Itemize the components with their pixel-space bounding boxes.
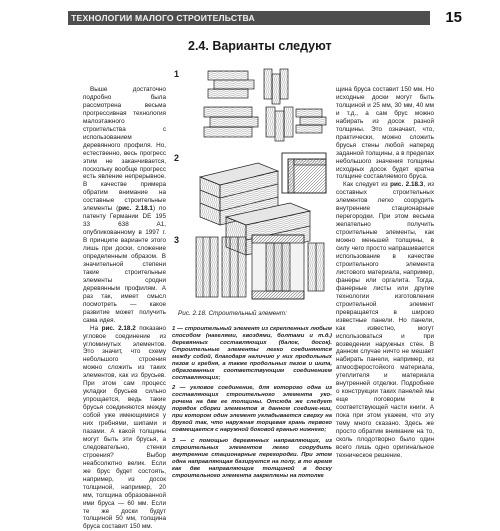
- running-header-title: ТЕХНОЛОГИИ МАЛОГО СТРОИТЕЛЬСТВА: [71, 13, 255, 23]
- partition-group: [196, 235, 324, 299]
- running-header: [68, 11, 430, 25]
- text-span: Как следует из: [343, 181, 391, 189]
- figure-legend: [172, 326, 332, 483]
- right-paragraph-2: [336, 181, 434, 459]
- figure-label-1: 1: [174, 69, 180, 79]
- element-section-group: [204, 69, 326, 141]
- figure-reference: рис. 2.18.2: [101, 324, 136, 332]
- legend-item-1: 1 — строительный элемент из скрепленных любым способом (нагелями, гвоздями, болтами и т.д.) деревянных составляющих (балок, досок). Строительные элементы легко соединяются между собой, благодаря наличию у них продольных пазов и гребня, а также продольных пазов и шипа, образованных соответствующим соединением составляющих;: [172, 326, 332, 381]
- page-number: 15: [445, 9, 462, 26]
- figure-reference: рис. 2.18.1: [118, 205, 153, 213]
- section-heading: 2.4. Варианты следуют: [188, 39, 332, 53]
- text-span: показано угловое соединение из угломинутых элементов. Это значит, что схему небольшого строения можно сложить из таких элементов, как из брусьев. При этом сам процесс укладки брусьев сильно упрощается, ведь такие брусья соединяются между собой уже имеющимися у них гребнями, шипами и пазами. А какой толщины могут быть эти брусья, а следовательно, стенки строения? Выбор неабсолютно велик. Если же брус будет состоять, например, из досок толщиной, например, 20 мм, толщина образованной ими бруса — 60 мм. Если те же доски будут толщиной 50 мм, толщина бруса составит 150 мм.: [83, 324, 167, 531]
- text-span: ) по патенту Германии DE 195 33 638 A1, опубликованному в 1997 г. В принципе варианте этого лишь при доски, сложение определенным образом. В значительной степени такие строительные элементы сродни деревянным профилям. А раз так, имеет смысл посмотреть — какое развитие может получить сама идея.: [83, 205, 167, 324]
- right-paragraph-1: щина бруса составит 150 мм. Но исходные доски могут быть толщиной и 25 мм, 30 мм, 40 мм и т.д., а сам брус можно набирать из досок разной толщины. Это означает, что, практически, можно сложить брусья стены любой наперед заданной толщины, а в пределах небольшого значения толщины исходных досок будет кратна толщине составляемого бруса.: [336, 86, 434, 181]
- right-text-column: [336, 86, 434, 498]
- legend-item-2: 2 — угловое соединение, для которого одна из составляющих строительного элемента уко-рочена на две ее толщины. Отсюда же следует порядок сборки элементов в данном соедине-нии, при котором один элемент укладывается сверху на другой так, что наружная торцевая грань первого совмещается с наружной боковой гранью нижнего;: [172, 385, 332, 434]
- left-paragraph-2: [83, 325, 166, 531]
- left-text-column: [83, 86, 167, 531]
- text-span: , из составных строительных элементов легко соорудить внутренние стационарные перегородки. При этом весьма желательно получить строительные элементы, как можно меньшей толщины, в силу чего просто напрашивается использование в качестве строительного элемента листового материала, например, фанеры или оргалита. Тогда, фанерные листы или другие технологии изготовления строительной элемент превращается в широко известные панели. Но панели, как известно, могут использоваться и при возведении наружных стен. В данном случае ничто не мешает набирать панели, например, из атмосферостойкого материала, утеплителя и материала внутренней отделки. Подробнее о конструкции таких панелей мы еще поговорим в соответствующей части книги. А пока при этом укажем, что эту тему много сказано. Здесь же просто обратим внимание на то, сколь плодотворно было один всего лишь одно оригинальное техническое решение.: [336, 181, 434, 459]
- text-span: На: [90, 324, 102, 332]
- legend-item-3: 3 — с помощью деревянных направляющих, из строительных элементов легко соорудить внутренние стационарные перегородки. При этом одна направляющая базируется на полу, в то время как две направляющие толщиной в доску строительного элемента закреплены на потолке: [172, 437, 332, 479]
- figure-reference: рис. 2.18.3: [390, 181, 424, 189]
- figure-label-3: 3: [174, 235, 180, 245]
- text-span: Выше достаточно подробно была рассмотрена весьма прогрессивная технология малоэтажного строительства с использованием деревянного профиля. Но, естественно, весь прогресс этим не заканчивается, поскольку вообще прогресс есть явление непрерывное. В качестве примера обратим внимание на составные строительные элементы (: [83, 86, 166, 213]
- figure-drawing: [170, 65, 332, 305]
- figure-2-18: [170, 65, 332, 305]
- left-paragraph-1: [83, 86, 166, 325]
- figure-label-2: 2: [174, 153, 180, 163]
- figure-caption: Рис. 2.18. Строительный элемент:: [178, 310, 287, 317]
